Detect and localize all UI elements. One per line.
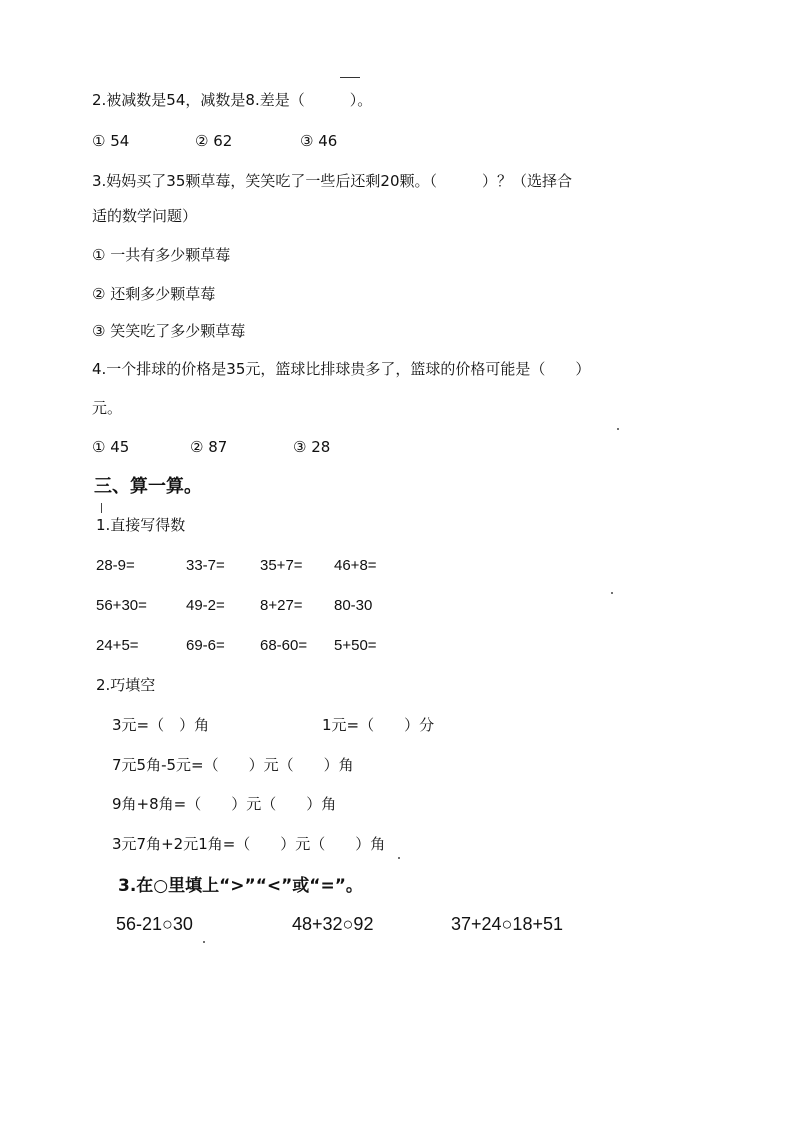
calc-item: 56+30= — [96, 597, 147, 614]
calc-item: 24+5= — [96, 637, 139, 654]
sub-3-title: 3.在○里填上“>”“<”或“=”。 — [118, 876, 363, 896]
question-3-line-2: 适的数学问题） — [92, 207, 198, 225]
calc-item: 5+50= — [334, 637, 377, 654]
question-4-option-1: ① 45 — [92, 438, 130, 456]
compare-item: 48+32○92 — [292, 914, 374, 934]
sub-1-title: 1.直接写得数 — [96, 516, 186, 534]
scan-speck — [398, 857, 400, 859]
scan-speck — [203, 941, 205, 943]
question-3-option-1: ① 一共有多少颗草莓 — [92, 246, 231, 264]
header-dash — [340, 77, 360, 78]
question-4-option-2: ② 87 — [190, 438, 228, 456]
calc-item: 28-9= — [96, 557, 135, 574]
calc-item: 68-60= — [260, 637, 308, 654]
question-4-option-3: ③ 28 — [293, 438, 331, 456]
compare-item: 56-21○30 — [116, 914, 193, 934]
section-3-title: 三、算一算。 — [94, 476, 202, 497]
scan-speck — [611, 592, 613, 594]
fill-item: 3元=（ ）角 — [112, 716, 210, 734]
fill-item: 3元7角+2元1角=（ ）元（ ）角 — [112, 835, 386, 853]
calc-item: 33-7= — [186, 557, 225, 574]
question-2-option-2: ② 62 — [195, 132, 233, 150]
fill-item: 1元=（ ）分 — [322, 716, 435, 734]
question-4-line-1: 4.一个排球的价格是35元，篮球比排球贵多了，篮球的价格可能是（ ） — [92, 360, 591, 378]
calc-item: 35+7= — [260, 557, 303, 574]
question-3-option-3: ③ 笑笑吃了多少颗草莓 — [92, 322, 246, 340]
question-2-text: 2.被减数是54，减数是8.差是（ ）。 — [92, 91, 373, 109]
question-4-line-2: 元。 — [92, 399, 123, 417]
calc-item: 69-6= — [186, 637, 225, 654]
calc-item: 46+8= — [334, 557, 377, 574]
compare-item: 37+24○18+51 — [451, 914, 563, 934]
fill-item: 7元5角-5元=（ ）元（ ）角 — [112, 756, 354, 774]
question-2-option-3: ③ 46 — [300, 132, 338, 150]
scan-speck — [617, 428, 619, 430]
calc-item: 49-2= — [186, 597, 225, 614]
stray-mark — [101, 503, 102, 513]
fill-item: 9角+8角=（ ）元（ ）角 — [112, 795, 337, 813]
calc-item: 8+27= — [260, 597, 303, 614]
question-3-option-2: ② 还剩多少颗草莓 — [92, 285, 216, 303]
question-2-option-1: ① 54 — [92, 132, 130, 150]
question-3-line-1: 3.妈妈买了35颗草莓，笑笑吃了一些后还剩20颗。（ ）？（选择合 — [92, 172, 572, 190]
sub-2-title: 2.巧填空 — [96, 676, 156, 694]
calc-item: 80-30 — [334, 597, 373, 614]
